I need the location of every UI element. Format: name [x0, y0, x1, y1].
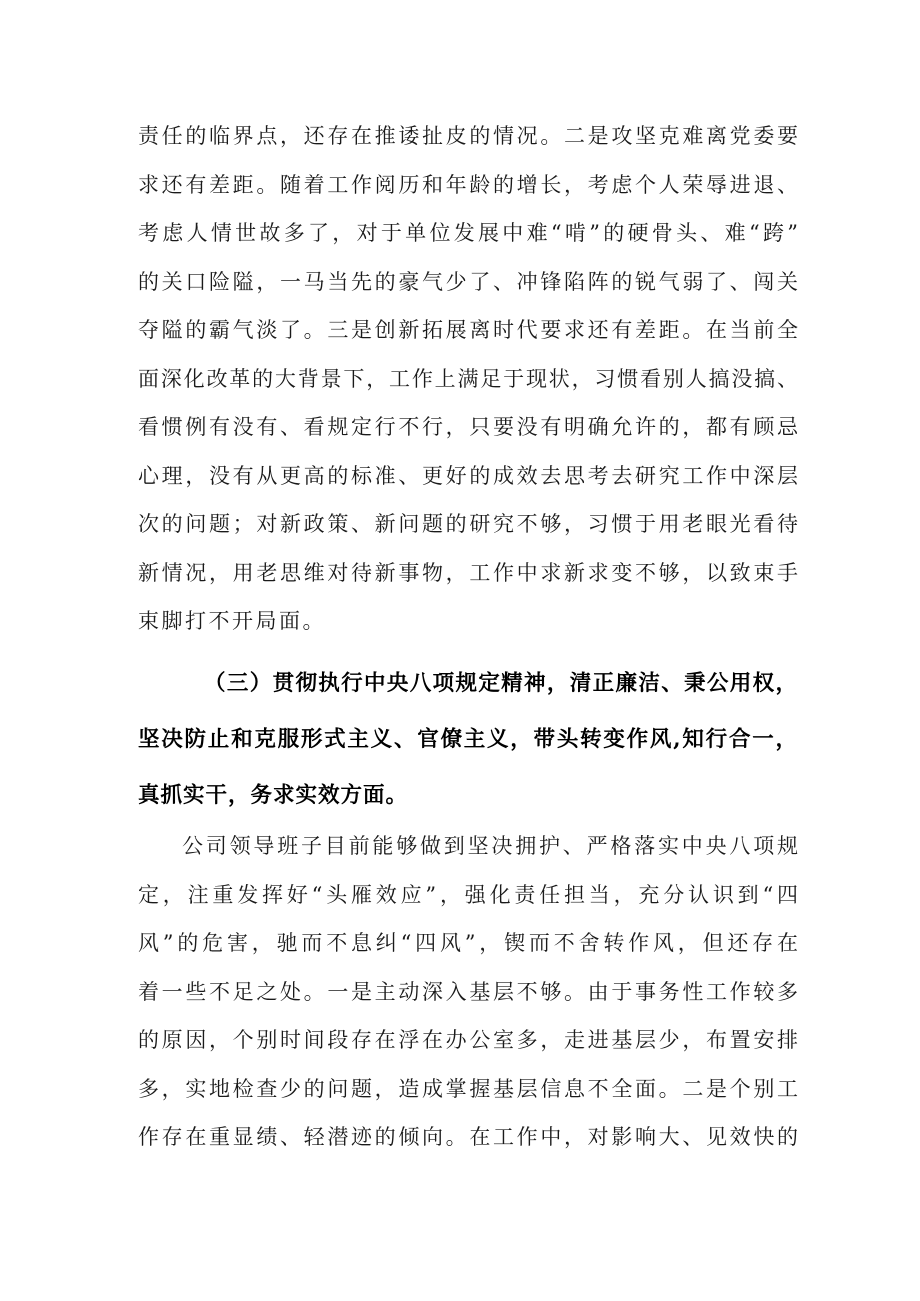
- section-heading-3: [138, 656, 798, 824]
- text-line: 考虑人情世故多了，对于单位发展中难“啃”的硬骨头、难“跨”: [138, 221, 798, 245]
- body-paragraph-2: [138, 822, 798, 1162]
- text-line: 看惯例有没有、看规定行不行，只要没有明确允许的，都有顾忌: [138, 415, 798, 439]
- text-line: 多，实地检查少的问题，造成掌握基层信息不全面。二是个别工: [138, 1076, 798, 1101]
- text-line: 公司领导班子目前能够做到坚决拥护、严格落实中央八项规: [182, 834, 798, 858]
- heading-line: 坚决防止和克服形式主义、官僚主义，带头转变作风,知行合一，: [138, 727, 798, 752]
- body-paragraph-1: [138, 112, 798, 646]
- text-line: 风”的危害，驰而不息纠“四风”，锲而不舍转作风，但还存在: [138, 931, 798, 955]
- text-line: 夺隘的霸气淡了。三是创新拓展离时代要求还有差距。在当前全: [138, 318, 798, 342]
- text-line: 新情况，用老思维对待新事物，工作中求新求变不够，以致束手: [138, 560, 798, 585]
- text-line: 面深化改革的大背景下，工作上满足于现状，习惯看别人搞没搞、: [138, 366, 798, 391]
- text-line: 责任的临界点，还存在推诿扯皮的情况。二是攻坚克难离党委要: [138, 124, 798, 148]
- text-line: 次的问题；对新政策、新问题的研究不够，习惯于用老眼光看待: [138, 512, 798, 536]
- text-line: 的原因，个别时间段存在浮在办公室多，走进基层少，布置安排: [138, 1028, 798, 1052]
- text-line: 心理，没有从更高的标准、更好的成效去思考去研究工作中深层: [138, 463, 798, 488]
- text-line: 作存在重显绩、轻潜迹的倾向。在工作中，对影响大、见效快的: [138, 1125, 798, 1149]
- text-line: 的关口险隘，一马当先的豪气少了、冲锋陷阵的锐气弱了、闯关: [138, 269, 798, 294]
- text-line: 着一些不足之处。一是主动深入基层不够。由于事务性工作较多: [138, 979, 798, 1004]
- heading-line: 真抓实干，务求实效方面。: [138, 783, 409, 808]
- text-line: 束脚打不开局面。: [138, 609, 326, 633]
- text-line: 定，注重发挥好“头雁效应”，强化责任担当，充分认识到“四: [138, 882, 798, 907]
- text-line: 求还有差距。随着工作阅历和年龄的增长，考虑个人荣辱进退、: [138, 172, 798, 197]
- heading-line: （三）贯彻执行中央八项规定精神，清正廉洁、秉公用权，: [204, 671, 798, 696]
